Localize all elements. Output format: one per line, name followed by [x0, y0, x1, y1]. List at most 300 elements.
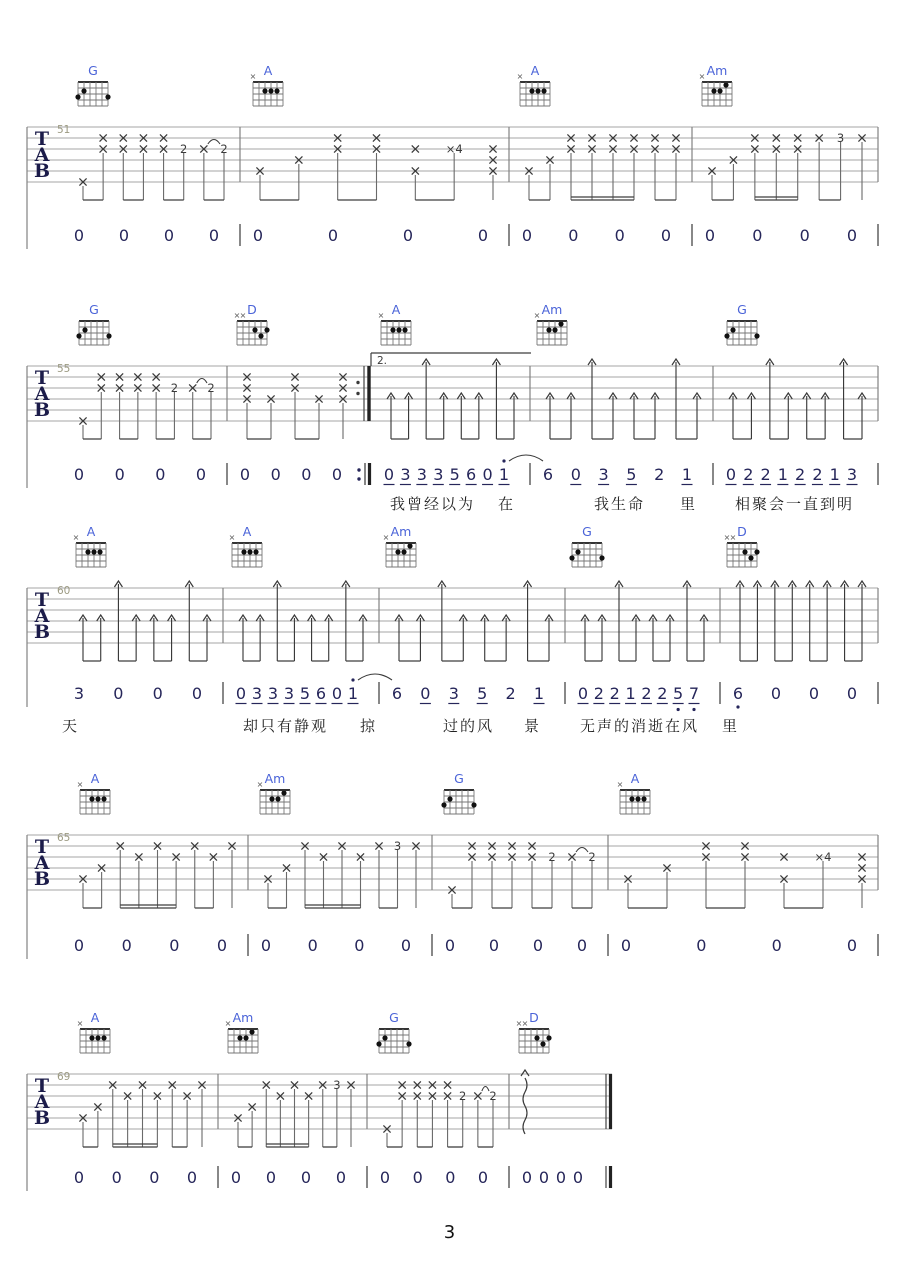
jianpu-number: 0 — [114, 465, 125, 484]
jianpu-number: 3 — [400, 465, 411, 484]
jianpu-number: 1 — [681, 465, 693, 484]
chord-dot — [575, 549, 580, 554]
lyric-text: 我生命 — [594, 495, 646, 513]
jianpu-number: 0 — [331, 465, 343, 484]
chord-dot — [376, 1041, 381, 1046]
lyric-text: 相聚会一直到明 — [735, 495, 855, 513]
muted-string-icon: × — [377, 311, 385, 320]
jianpu-number: 0 — [118, 226, 130, 245]
jianpu-number: 3 — [416, 465, 427, 484]
chord-dot — [85, 549, 90, 554]
chord-label: A — [90, 1010, 100, 1025]
jianpu-number: 3 — [251, 684, 263, 703]
chord-dot — [258, 333, 263, 338]
jianpu-number: 2 — [654, 465, 665, 484]
muted-string-icon: × — [729, 533, 737, 542]
chord-dot — [441, 802, 446, 807]
jianpu-number: 0 — [770, 684, 782, 703]
chord-dot — [95, 796, 100, 801]
jianpu-number: 5 — [477, 684, 488, 703]
chord-diagram-A — [250, 63, 283, 106]
jianpu-number: 0 — [400, 936, 412, 955]
chord-diagram-Am — [383, 524, 416, 567]
chord-dot — [105, 94, 110, 99]
chord-dot — [402, 327, 407, 332]
chord-dot — [275, 796, 280, 801]
chord-diagram-G — [76, 302, 111, 345]
lyric-text: 在 — [498, 495, 516, 513]
jianpu-number: 2 — [505, 684, 516, 703]
jianpu-number: 0 — [163, 226, 175, 245]
jianpu-number: 0 — [576, 936, 588, 955]
chord-dot — [247, 549, 252, 554]
chord-dot — [635, 796, 640, 801]
fret-number-label: 2 — [459, 1089, 467, 1103]
jianpu-number: 0 — [532, 936, 544, 955]
chord-dot — [730, 327, 735, 332]
fret-number-label: 2 — [548, 850, 556, 864]
chord-dot — [748, 555, 753, 560]
jianpu-number: 2 — [795, 465, 806, 484]
muted-string-icon: × — [72, 533, 80, 542]
jianpu-number: 0 — [152, 684, 163, 703]
jianpu-number: 3 — [598, 465, 609, 484]
chord-label: Am — [264, 771, 286, 786]
lyric-text: 我曾经以为 — [390, 495, 476, 513]
chord-diagram-Am — [534, 302, 567, 345]
tab-system-65 — [27, 771, 878, 959]
chord-dot — [717, 88, 722, 93]
octave-dot — [736, 705, 739, 708]
muted-string-icon: × — [723, 533, 731, 542]
muted-string-icon: × — [239, 311, 247, 320]
chord-dot — [629, 796, 634, 801]
jianpu-number: 6 — [542, 465, 554, 484]
chord-dot — [529, 88, 534, 93]
repeat-dot — [357, 468, 360, 471]
jianpu-number: 2 — [641, 684, 652, 703]
chord-dot — [535, 88, 540, 93]
chord-dot — [390, 327, 395, 332]
chord-diagram-A — [517, 63, 550, 106]
jianpu-number: 0 — [335, 1168, 347, 1187]
jianpu-number: 0 — [412, 1168, 423, 1187]
chord-label: A — [86, 524, 96, 539]
jianpu-number: 0 — [111, 1168, 122, 1187]
jianpu-number: 0 — [444, 936, 456, 955]
chord-dot — [76, 333, 81, 338]
jianpu-number: 0 — [73, 936, 85, 955]
jianpu-number: 0 — [704, 226, 716, 245]
tab-clef-letter: A — [34, 605, 50, 627]
jianpu-number: 0 — [300, 1168, 312, 1187]
muted-string-icon: × — [256, 780, 264, 789]
jianpu-number: 7 — [688, 684, 700, 703]
jianpu-number: 0 — [771, 936, 782, 955]
lyric-text: 却只有静观 — [243, 717, 329, 735]
repeat-dot — [357, 477, 360, 480]
jianpu-number: 1 — [625, 684, 636, 703]
chord-diagram-D — [234, 302, 270, 345]
jianpu-number: 0 — [725, 465, 737, 484]
jianpu-number: 6 — [315, 684, 327, 703]
chord-dot — [264, 327, 269, 332]
jianpu-number: 5 — [449, 465, 460, 484]
chord-label: A — [391, 302, 401, 317]
volta-label: 2. — [377, 355, 388, 367]
chord-diagram-A — [77, 771, 110, 814]
muted-string-icon: × — [698, 72, 706, 81]
chord-dot — [252, 327, 257, 332]
chord-diagram-G — [569, 524, 604, 567]
jianpu-number: 5 — [299, 684, 311, 703]
chord-diagram-A — [617, 771, 650, 814]
muted-string-icon: × — [76, 780, 84, 789]
jianpu-number: 0 — [752, 226, 763, 245]
jianpu-number: 0 — [846, 226, 858, 245]
jianpu-number: 3 — [433, 465, 444, 484]
measure-number: 60 — [57, 585, 71, 597]
jianpu-number: 0 — [113, 684, 124, 703]
tab-clef-letter: T — [34, 128, 50, 150]
chord-dot — [742, 549, 747, 554]
jianpu-number: 3 — [448, 684, 459, 703]
jianpu-number: 2 — [760, 465, 771, 484]
jianpu-number: 0 — [239, 465, 251, 484]
measure-number: 65 — [57, 832, 71, 844]
jianpu-number: 0 — [307, 936, 318, 955]
jianpu-number: 0 — [73, 226, 85, 245]
octave-dot — [692, 708, 695, 711]
jianpu-number: 0 — [614, 226, 625, 245]
jianpu-number: 0 — [696, 936, 707, 955]
tab-clef-letter: T — [34, 836, 50, 858]
chord-dot — [558, 321, 563, 326]
jianpu-number: 6 — [732, 684, 744, 703]
chord-dot — [401, 549, 406, 554]
chord-dot — [269, 796, 274, 801]
chord-dot — [534, 1035, 539, 1040]
jianpu-number: 0 — [121, 936, 132, 955]
chord-diagram-G — [441, 771, 476, 814]
chord-dot — [274, 88, 279, 93]
chord-diagram-A — [77, 1010, 110, 1053]
tab-clef-letter: B — [33, 160, 51, 182]
chord-dot — [754, 549, 759, 554]
tab-system-69 — [27, 1010, 612, 1191]
chord-dot — [711, 88, 716, 93]
jianpu-number: 0 — [195, 465, 207, 484]
chord-label: Am — [541, 302, 563, 317]
jianpu-number: 0 — [482, 465, 493, 484]
tab-clef-letter: B — [33, 399, 51, 421]
chord-dot — [243, 1035, 248, 1040]
jianpu-number: 1 — [777, 465, 788, 484]
chord-label: A — [530, 63, 540, 78]
jianpu-number: 0 — [445, 1168, 456, 1187]
jianpu-number: 0 — [301, 465, 312, 484]
chord-dot — [569, 555, 574, 560]
jianpu-number: 0 — [846, 684, 858, 703]
jianpu-number: 0 — [572, 1168, 584, 1187]
tab-clef-letter: T — [34, 1075, 50, 1097]
chord-dot — [75, 94, 80, 99]
jianpu-number: 0 — [327, 226, 339, 245]
chord-dot — [82, 327, 87, 332]
muted-string-icon: × — [515, 1019, 523, 1028]
jianpu-number: 1 — [347, 684, 359, 703]
tie-arc — [208, 140, 220, 145]
fret-number-label: 3 — [393, 839, 402, 853]
lyric-text: 无声的消逝在风 — [580, 717, 700, 735]
fret-number-label: 2 — [170, 381, 179, 395]
jianpu-number: 0 — [73, 465, 85, 484]
jianpu-number: 3 — [846, 465, 858, 484]
jianpu-number: 5 — [673, 684, 684, 703]
chord-label: A — [242, 524, 252, 539]
jianpu-number: 0 — [477, 1168, 489, 1187]
chord-dot — [447, 796, 452, 801]
jianpu-number: 0 — [191, 684, 203, 703]
lyric-text: 掠 — [360, 717, 378, 735]
chord-label: D — [529, 1010, 539, 1025]
chord-label: A — [90, 771, 100, 786]
tab-system-51 — [27, 63, 878, 249]
chord-dot — [599, 555, 604, 560]
muted-string-icon: × — [533, 311, 541, 320]
jianpu-number: 6 — [391, 684, 403, 703]
tab-system-60 — [27, 524, 878, 735]
jianpu-number: 0 — [477, 226, 489, 245]
jianpu-number: 0 — [383, 465, 395, 484]
tie-arc — [509, 455, 543, 461]
jianpu-number: 2 — [812, 465, 823, 484]
jianpu-number: 6 — [466, 465, 477, 484]
fret-number-label: 2 — [207, 381, 215, 395]
chord-diagram-D — [724, 524, 760, 567]
jianpu-number: 0 — [354, 936, 365, 955]
tab-clef-letter: T — [34, 589, 50, 611]
jianpu-number: 0 — [620, 936, 632, 955]
chord-dot — [552, 327, 557, 332]
jianpu-number: 1 — [829, 465, 840, 484]
jianpu-number: 0 — [538, 1168, 550, 1187]
jianpu-number: 0 — [568, 226, 579, 245]
lyric-text: 过的风 — [443, 717, 495, 735]
chord-dot — [724, 333, 729, 338]
tab-clef-letter: A — [34, 144, 50, 166]
jianpu-number: 0 — [73, 1168, 85, 1187]
jianpu-number: 2 — [593, 684, 604, 703]
lyric-text: 天 — [62, 717, 80, 735]
chord-label: D — [737, 524, 747, 539]
strum-arrow-icon — [521, 1070, 529, 1076]
chord-dot — [95, 1035, 100, 1040]
jianpu-number: 3 — [267, 684, 279, 703]
fret-number-label: 2 — [180, 142, 188, 156]
chord-label: A — [630, 771, 640, 786]
page-number: 3 — [443, 1222, 456, 1243]
measure-number: 55 — [57, 363, 71, 375]
jianpu-number: 0 — [660, 226, 672, 245]
muted-string-icon: × — [616, 780, 624, 789]
measure-number: 69 — [57, 1071, 71, 1083]
chord-label: Am — [390, 524, 412, 539]
chord-dot — [754, 333, 759, 338]
fret-number-label: ×4 — [445, 142, 463, 156]
chord-dot — [89, 796, 94, 801]
tab-clef-letter: B — [33, 1107, 51, 1129]
chord-diagram-G — [75, 63, 110, 106]
chord-dot — [241, 549, 246, 554]
chord-diagram-Am — [225, 1010, 258, 1053]
chord-diagram-G — [376, 1010, 411, 1053]
chord-diagram-A — [229, 524, 262, 567]
fret-number-label: 3 — [333, 1078, 341, 1092]
tie-arc — [482, 1087, 489, 1092]
chord-label: Am — [706, 63, 728, 78]
chord-dot — [101, 1035, 106, 1040]
chord-label: G — [454, 771, 464, 786]
chord-dot — [546, 1035, 551, 1040]
chord-dot — [97, 549, 102, 554]
chord-dot — [541, 88, 546, 93]
jianpu-number: 0 — [252, 226, 264, 245]
chord-dot — [281, 790, 286, 795]
jianpu-number: 0 — [521, 226, 533, 245]
tie-arc — [197, 379, 207, 384]
tab-clef-letter: A — [34, 852, 50, 874]
jianpu-number: 0 — [521, 1168, 533, 1187]
chord-dot — [91, 549, 96, 554]
jianpu-number: 0 — [208, 226, 220, 245]
jianpu-number: 0 — [235, 684, 247, 703]
chord-dot — [253, 549, 258, 554]
chord-label: G — [737, 302, 747, 317]
muted-string-icon: × — [382, 533, 390, 542]
jianpu-number: 0 — [265, 1168, 277, 1187]
chord-diagram-Am — [699, 63, 732, 106]
fret-number-label: 2 — [588, 850, 596, 864]
jianpu-number: 3 — [73, 684, 85, 703]
muted-string-icon: × — [233, 311, 241, 320]
jianpu-number: 0 — [186, 1168, 198, 1187]
muted-string-icon: × — [516, 72, 524, 81]
jianpu-number: 0 — [488, 936, 500, 955]
tab-system-55 — [27, 302, 878, 513]
chord-dot — [407, 543, 412, 548]
tab-clef-letter: B — [33, 621, 51, 643]
jianpu-number: 0 — [331, 684, 343, 703]
jianpu-number: 0 — [149, 1168, 160, 1187]
jianpu-number: 2 — [609, 684, 620, 703]
jianpu-number: 0 — [846, 936, 858, 955]
tie-arc — [576, 848, 588, 853]
chord-diagram-A — [73, 524, 106, 567]
lyric-text: 里 — [722, 717, 740, 735]
chord-dot — [268, 88, 273, 93]
jianpu-number: 0 — [379, 1168, 391, 1187]
chord-dot — [382, 1035, 387, 1040]
repeat-dot — [356, 381, 359, 384]
octave-dot — [677, 708, 680, 711]
jianpu-number: 5 — [626, 465, 637, 484]
jianpu-number: 0 — [216, 936, 228, 955]
chord-dot — [237, 1035, 242, 1040]
muted-string-icon: × — [76, 1019, 84, 1028]
jianpu-number: 3 — [283, 684, 295, 703]
octave-dot — [351, 678, 354, 681]
jianpu-number: 0 — [555, 1168, 567, 1187]
jianpu-number: 1 — [498, 465, 510, 484]
tie-arc — [358, 674, 392, 680]
tab-clef-letter: A — [34, 1091, 50, 1113]
chord-label: D — [247, 302, 257, 317]
jianpu-number: 1 — [533, 684, 545, 703]
chord-dot — [406, 1041, 411, 1046]
chord-label: G — [88, 63, 98, 78]
jianpu-number: 0 — [270, 465, 281, 484]
jianpu-number: 0 — [155, 465, 166, 484]
measure-number: 51 — [57, 124, 71, 136]
lyric-text: 里 — [680, 495, 698, 513]
chord-label: G — [89, 302, 99, 317]
chord-diagram-Am — [257, 771, 290, 814]
chord-dot — [89, 1035, 94, 1040]
jianpu-number: 0 — [260, 936, 272, 955]
jianpu-number: 0 — [230, 1168, 242, 1187]
chord-dot — [262, 88, 267, 93]
jianpu-number: 2 — [743, 465, 754, 484]
fret-number-label: ×4 — [814, 850, 832, 864]
chord-dot — [641, 796, 646, 801]
fret-number-label: 2 — [489, 1089, 497, 1103]
muted-string-icon: × — [521, 1019, 529, 1028]
chord-dot — [101, 796, 106, 801]
chord-label: Am — [232, 1010, 254, 1025]
jianpu-number: 0 — [570, 465, 581, 484]
chord-dot — [723, 82, 728, 87]
jianpu-number: 0 — [808, 684, 820, 703]
chord-dot — [396, 327, 401, 332]
jianpu-number: 0 — [402, 226, 414, 245]
jianpu-number: 0 — [420, 684, 431, 703]
tab-clef-letter: B — [33, 868, 51, 890]
muted-string-icon: × — [224, 1019, 232, 1028]
repeat-dot — [356, 392, 359, 395]
jianpu-number: 2 — [657, 684, 668, 703]
jianpu-number: 0 — [799, 226, 810, 245]
jianpu-number: 0 — [169, 936, 180, 955]
tab-clef-letter: T — [34, 367, 50, 389]
lyric-text: 景 — [524, 717, 542, 735]
muted-string-icon: × — [228, 533, 236, 542]
chord-diagram-G — [724, 302, 759, 345]
chord-dot — [106, 333, 111, 338]
fret-number-label: 3 — [836, 131, 845, 145]
chord-diagram-D — [516, 1010, 552, 1053]
jianpu-number: 0 — [577, 684, 589, 703]
muted-string-icon: × — [249, 72, 257, 81]
chord-label: G — [582, 524, 592, 539]
chord-dot — [540, 1041, 545, 1046]
wavy-arpeggio-icon — [523, 1078, 527, 1134]
chord-label: G — [389, 1010, 399, 1025]
fret-number-label: 2 — [220, 142, 228, 156]
octave-dot — [502, 459, 505, 462]
chord-dot — [395, 549, 400, 554]
chord-dot — [249, 1029, 254, 1034]
